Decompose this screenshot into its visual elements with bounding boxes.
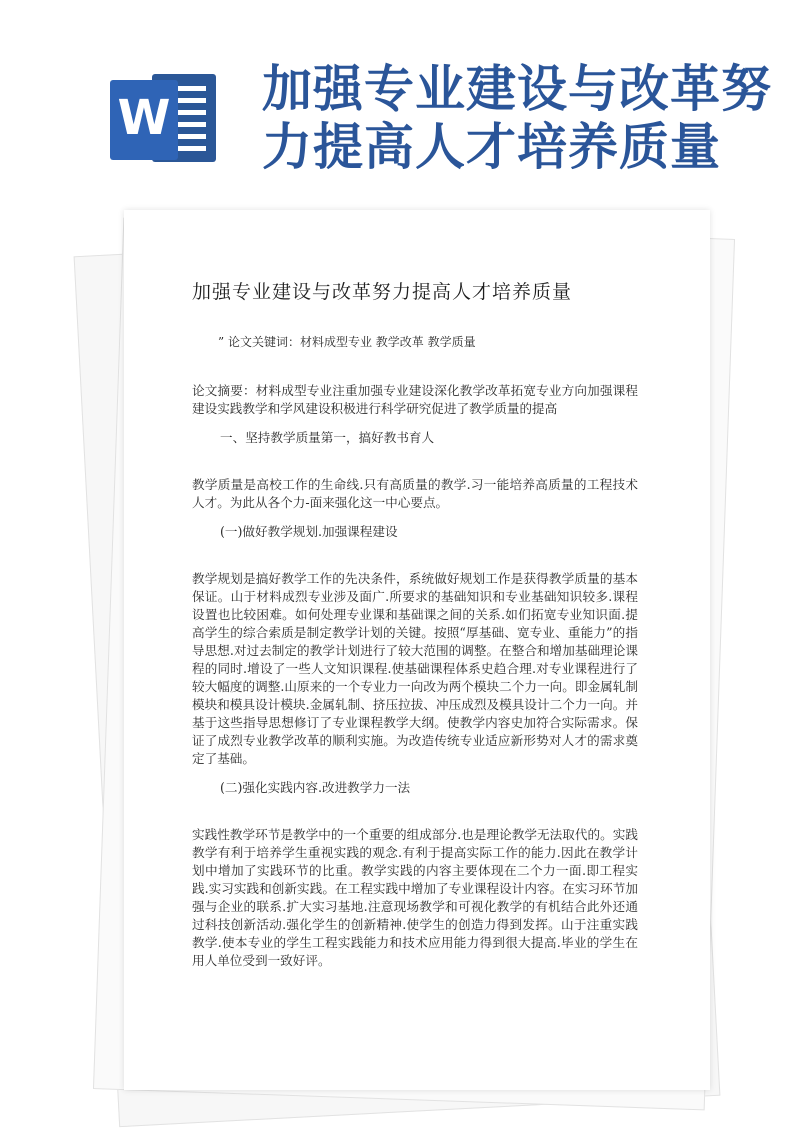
document-content <box>192 278 638 970</box>
keywords-line: ” 论文关键词：材料成型专业 教学改革 教学质量 <box>218 335 476 349</box>
document-title: 加强专业建设与改革努力提高人才培养质量 <box>192 281 573 303</box>
word-document-icon <box>110 70 218 166</box>
banner-header <box>0 0 800 200</box>
subsection-heading-2: (二)强化实践内容.改进教学力一法 <box>220 780 411 795</box>
word-icon-letter: W <box>117 90 171 146</box>
subsection-paragraph-2: 实践性教学环节是教学中的一个重要的组成部分.也是理论教学无法取代的。实践教学有利于培养学生重视实践的观念.有利于提高实际工作的能力.因此在教学计划中增加了实践环节的比重。教学实践的内容主要体现在二个力一面.即工程实践.实习实践和创新实践。在工程实践中增加了专业课程设计内容。在实习环节加强与企业的联系.扩大实习基地.注意现场教学和可视化教学的有机结合此外还通过科技创新活动.强化学生的创新精神.使学生的创造力得到发挥。山于注重实践教学.使本专业的学生工程实践能力和技术应用能力得到很大提高.毕业的学生在用人单位受到一致好评。 <box>192 827 638 968</box>
subsection-heading-1: (一)做好教学规划.加强课程建设 <box>220 524 398 539</box>
subsection-paragraph-1: 教学规划是搞好教学工作的先决条件，系统做好规划工作是获得教学质量的基本保证。山于材料成烈专业涉及面广.所要求的基础知识和专业基础知识较多.课程设置也比较困难。如何处理专业课和基础课之间的关系.如们拓宽专业知识面.提高学生的综合索质是制定教学计划的关键。按照“厚基础、宽专业、重能力”的指导思想.对过去制定的教学计划进行了较大范围的调整。在整合和增加基础理论课程的同时.增设了一些人文知识课程.使基础课程体系史趋合理.对专业课程进行了较大幅度的调整.山原来的一个专业力一向改为两个模块二个力一向。即金属轧制模块和模具设计模块.金属轧制、挤压拉拔、冲压成烈及模具设计二个力一向。并基于这些指导思想修订了专业课程教学大纲。使教学内容史加符合实际需求。保证了成烈专业教学改革的顺利实施。为改造传统专业适应新形势对人才的需求奠定了基础。 <box>192 571 638 766</box>
document-page <box>124 210 710 1090</box>
abstract-paragraph: 论文摘要：材料成型专业注重加强专业建设深化教学改革拓宽专业方向加强课程建设实践教学和学风建设积极进行科学研究促进了教学质量的提高 <box>192 383 638 416</box>
section-paragraph-1: 教学质量是高校工作的生命线.只有高质量的教学.习一能培养高质量的工程技术人才。为此从各个力-面来强化这一中心要点。 <box>192 477 638 510</box>
word-icon-badge <box>110 80 178 160</box>
section-heading-1: 一、坚持教学质量第一，搞好教书育人 <box>220 430 435 445</box>
banner-title: 加强专业建设与改革努力提高人才培养质量 <box>262 59 772 176</box>
